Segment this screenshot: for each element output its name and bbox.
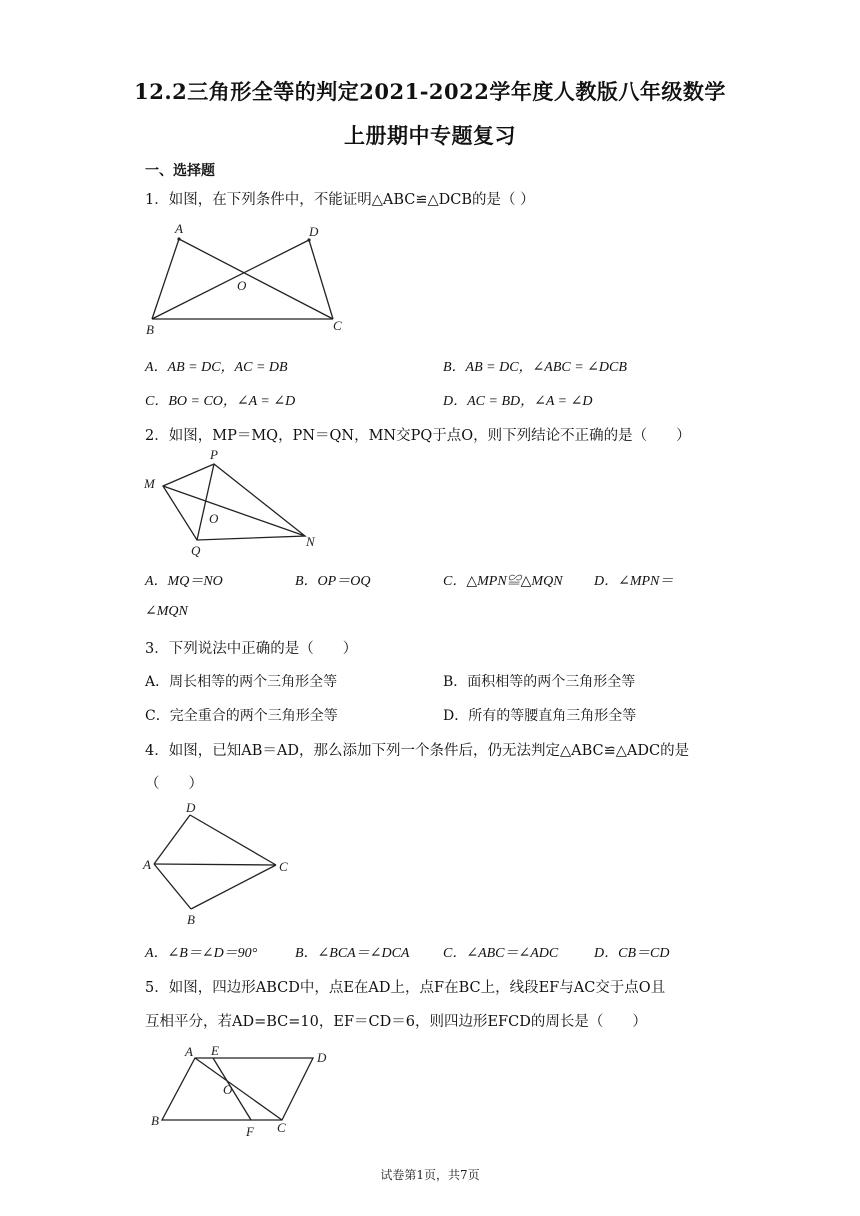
section-heading: 一、选择题 <box>145 163 215 179</box>
q5-stem: 5．如图，四边形ABCD中，点E在AD上，点F在BC上，线段EF与AC交于点O且 <box>145 980 666 996</box>
q5-label-b: B <box>151 1113 159 1128</box>
q3-option-c: C．完全重合的两个三角形全等 <box>145 708 338 724</box>
q5-label-a: A <box>185 1044 193 1059</box>
q4-option-c: C．∠ABC＝∠ADC <box>443 946 559 961</box>
q2-label-p: P <box>210 447 218 462</box>
q4-stem: 4．如图，已知AB＝AD，那么添加下列一个条件后，仍无法判定△ABC≌△ADC的是 <box>145 743 690 759</box>
q1-option-a: A．AB = DC，AC = DB <box>145 360 288 375</box>
q1-option-c: C．BO = CO，∠A = ∠D <box>145 394 296 409</box>
q2-option-d: D．∠MPN＝ <box>594 574 674 589</box>
q4-stem-continued: （ ） <box>145 776 203 792</box>
q3-option-b: B．面积相等的两个三角形全等 <box>443 674 636 690</box>
q3-stem: 3．下列说法中正确的是（ ） <box>145 641 358 657</box>
q4-option-d: D．CB＝CD <box>594 946 670 961</box>
q2-option-b: B．OP＝OQ <box>295 574 371 589</box>
q2-stem: 2．如图，MP＝MQ，PN＝QN，MN交PQ于点O，则下列结论不正确的是（ ） <box>145 428 691 444</box>
q1-label-c: C <box>333 318 342 333</box>
page-footer: 试卷第1页，共7页 <box>380 1168 480 1182</box>
q4-figure <box>140 798 300 928</box>
q2-label-q: Q <box>191 543 201 558</box>
q2-label-n: N <box>306 534 315 549</box>
q2-label-o: O <box>209 511 219 526</box>
q1-label-a: A <box>175 221 183 236</box>
q4-label-b: B <box>187 912 195 927</box>
title-line-2: 上册期中专题复习 <box>344 123 516 148</box>
q1-label-o: O <box>237 278 247 293</box>
q1-option-b: B．AB = DC，∠ABC = ∠DCB <box>443 360 627 375</box>
q5-stem-continued: 互相平分，若AD=BC=10，EF＝CD＝6，则四边形EFCD的周长是（ ） <box>145 1014 647 1030</box>
q5-label-c: C <box>277 1120 286 1135</box>
q2-figure <box>140 446 330 561</box>
q3-option-d: D．所有的等腰直角三角形全等 <box>443 708 637 724</box>
q5-figure <box>145 1042 345 1142</box>
q3-option-a: A．周长相等的两个三角形全等 <box>145 674 338 690</box>
q1-option-d: D．AC = BD，∠A = ∠D <box>443 394 593 409</box>
q2-option-c: C．△MPN≌△MQN <box>443 574 563 589</box>
q1-figure <box>140 218 360 338</box>
q1-stem: 1．如图，在下列条件中，不能证明△ABC≌△DCB的是（ ） <box>145 192 535 208</box>
q5-label-d: D <box>317 1050 327 1065</box>
q4-label-d: D <box>186 800 196 815</box>
q2-label-m: M <box>144 476 155 491</box>
title-line-1: 12.2三角形全等的判定2021-2022学年度人教版八年级数学 <box>134 79 726 104</box>
q4-option-a: A．∠B＝∠D＝90° <box>145 946 258 961</box>
q4-label-a: A <box>143 857 151 872</box>
q5-label-e: E <box>211 1043 219 1058</box>
q4-option-b: B．∠BCA＝∠DCA <box>295 946 410 961</box>
q2-option-d-continued: ∠MQN <box>145 604 188 619</box>
q1-label-b: B <box>146 322 154 337</box>
q4-label-c: C <box>279 859 288 874</box>
q1-label-d: D <box>309 224 319 239</box>
q5-label-f: F <box>246 1124 254 1139</box>
q2-option-a: A．MQ＝NO <box>145 574 223 589</box>
q5-label-o: O <box>223 1082 233 1097</box>
